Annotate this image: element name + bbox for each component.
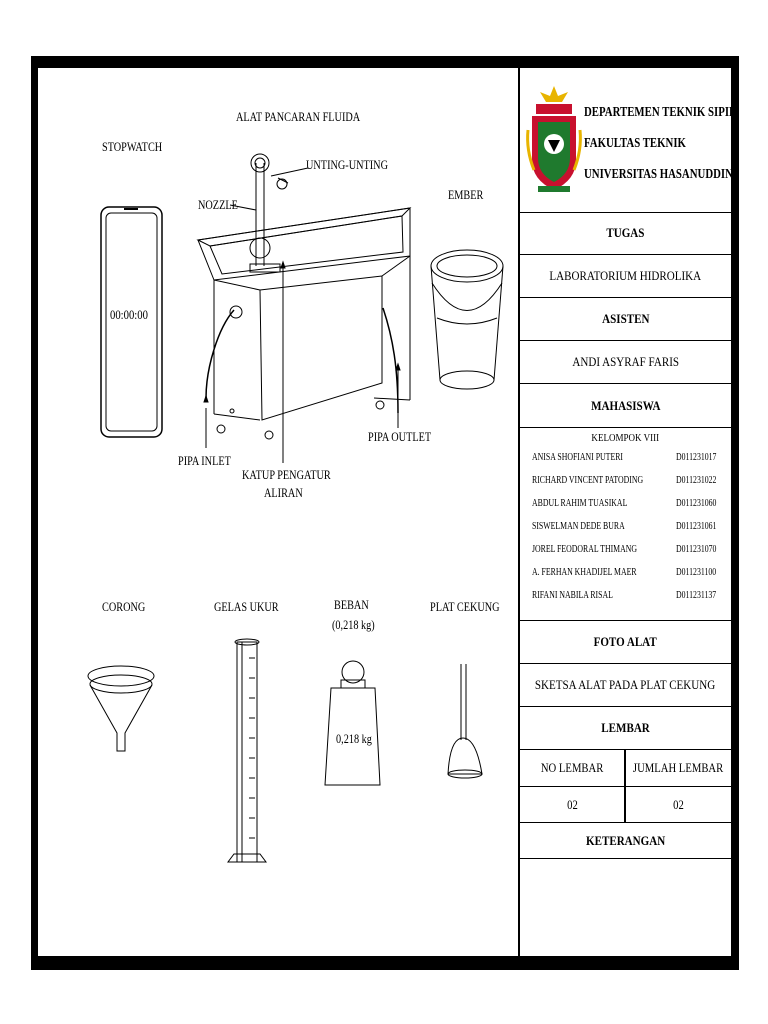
institution-block [584,96,768,189]
kelompok-label: KELOMPOK VIII [591,432,660,444]
funnel-drawing [88,666,154,751]
list-item [532,452,727,466]
row-asisten-label [520,298,731,341]
university-logo-icon [524,80,584,210]
stopwatch-display: 00:00:00 [110,307,148,322]
list-item [532,521,727,535]
label-beban-mass: (0,218 kg) [332,618,375,632]
asisten-label: ASISTEN [601,311,650,326]
tugas-value: LABORATORIUM HIDROLIKA [549,268,702,283]
member-list [520,428,731,621]
row-lembar-values [520,787,731,823]
lembar-label: LEMBAR [601,720,650,735]
dept-name: DEPARTEMEN TEKNIK SIPIL [584,104,737,119]
no-lembar-value: 02 [566,796,578,812]
row-mahasiswa-label [520,384,731,428]
member-id: D011231022 [676,475,717,486]
row-foto-label [520,621,731,664]
label-gelas-ukur: GELAS UKUR [214,600,279,614]
row-asisten-value [520,341,731,384]
weight-drawing [325,661,380,785]
mahasiswa-label: MAHASISWA [590,397,661,413]
bucket-drawing [431,250,503,389]
label-beban-inner: 0,218 kg [336,732,372,746]
drawing-area [38,68,518,956]
member-id: D011231061 [676,521,717,532]
cylinder-ticks [249,658,255,838]
jumlah-lembar-header: JUMLAH LEMBAR [633,760,724,775]
jumlah-lembar-value: 02 [673,796,684,812]
label-katup-2: ALIRAN [264,486,303,500]
label-alat-pancaran: ALAT PANCARAN FLUIDA [236,110,361,124]
equipment-sketch [38,68,518,956]
member-id: D011231060 [676,498,717,509]
label-stopwatch: STOPWATCH [102,140,163,154]
stopwatch-drawing [101,207,162,437]
member-name: A. FERHAN KHADIJEL MAER [532,567,637,578]
member-id: D011231137 [676,590,717,601]
member-name: RICHARD VINCENT PATODING [532,475,644,486]
label-corong: CORONG [102,600,146,614]
list-item [532,590,727,604]
member-name: RIFANI NABILA RISAL [532,590,613,601]
member-name: ABDUL RAHIM TUASIKAL [532,498,628,509]
member-name: JOREL FEODORAL THIMANG [532,544,638,555]
label-plat-cekung: PLAT CEKUNG [430,600,500,614]
member-id: D011231070 [676,544,717,555]
asisten-value: ANDI ASYRAF FARIS [572,354,679,369]
keterangan-label: KETERANGAN [585,832,666,848]
tugas-label: TUGAS [606,225,645,240]
row-tugas-label [520,212,731,255]
member-id: D011231017 [676,452,717,463]
list-item [532,544,727,558]
member-id: D011231100 [676,567,717,578]
row-keterangan-label [520,823,731,859]
row-tugas-value [520,255,731,298]
label-pipa-outlet: PIPA OUTLET [368,430,432,444]
member-name: SISWELMAN DEDE BURA [532,521,625,532]
label-katup-1: KATUP PENGATUR [242,468,331,482]
faculty-name: FAKULTAS TEKNIK [584,135,686,150]
list-item [532,498,727,512]
no-lembar-header: NO LEMBAR [540,760,604,775]
row-lembar-label [520,707,731,750]
titleblock-header [520,68,737,213]
foto-label: FOTO ALAT [593,634,658,649]
foto-value: SKETSA ALAT PADA PLAT CEKUNG [535,677,716,692]
list-item [532,567,727,581]
list-item [532,475,727,489]
graduated-cylinder-drawing [228,639,266,862]
curved-plate-drawing [448,664,482,778]
label-ember: EMBER [448,188,484,202]
label-beban: BEBAN [334,598,369,612]
label-unting: UNTING-UNTING [306,158,388,172]
row-lembar-headers [520,750,731,787]
member-name: ANISA SHOFIANI PUTERI [532,452,624,463]
row-foto-value [520,664,731,707]
label-pipa-inlet: PIPA INLET [178,454,231,468]
university-name: UNIVERSITAS HASANUDDIN [584,166,733,181]
label-nozzle: NOZZLE [198,198,238,212]
